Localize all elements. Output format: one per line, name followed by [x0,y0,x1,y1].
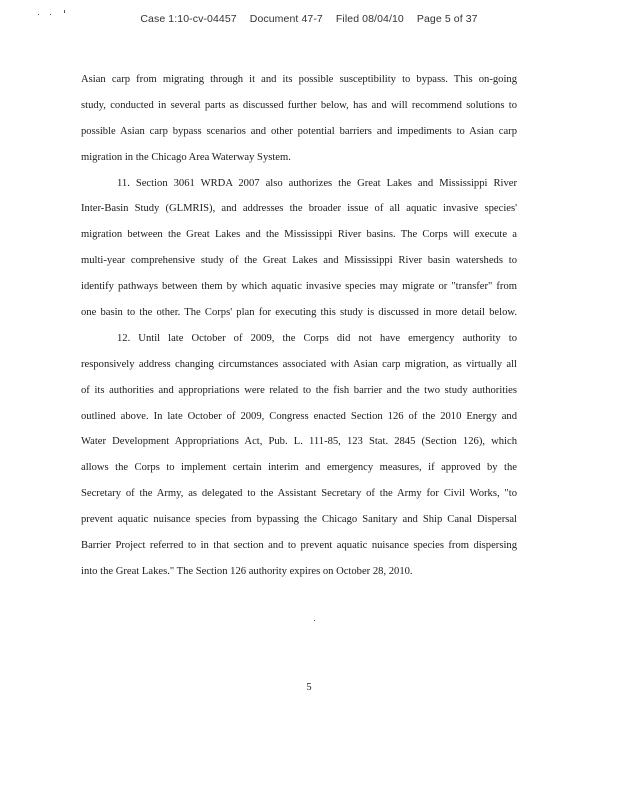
text-line: identify pathways between them by which aquatic invasive species may migrate or "transfer" from [81,281,517,293]
text-line: Barrier Project referred to in that section and to prevent aquatic nuisance species from dispersing [81,540,517,552]
text-line: responsively address changing circumstances associated with Asian carp migration, as virtually all [81,358,517,370]
text-line: study, conducted in several parts as discussed further below, has and will recommend solutions to [81,99,517,111]
text-line: Inter-Basin Study (GLMRIS), and addresses the broader issue of all aquatic invasive species' [81,203,517,215]
text-line: 11. Section 3061 WRDA 2007 also authorizes the Great Lakes and Mississippi River [117,177,517,189]
text-line: outlined above. In late October of 2009, Congress enacted Section 126 of the 2010 Energy and [81,410,517,422]
header-page-count: Page 5 of 37 [416,13,478,25]
text-line: Secretary of the Army, as delegated to the Assistant Secretary of the Army for Civil Works, "to [81,488,517,500]
header-case-number: Case 1:10-cv-04457 [140,13,237,25]
header-filed-date: Filed 08/04/10 [335,13,404,25]
text-line: migration in the Chicago Area Waterway System. [81,151,291,163]
text-line: multi-year comprehensive study of the Great Lakes and Mississippi River basin watersheds to [81,255,517,267]
text-line: Asian carp from migrating through it and its possible susceptibility to bypass. This on-going [81,74,517,85]
paragraph-12 [81,326,517,585]
scan-speck [64,10,65,13]
text-line: one basin to the other. The Corps' plan for executing this study is discussed in more detail below. [81,307,517,319]
scan-speck [314,620,315,621]
scan-speck [50,14,51,15]
scan-speck [38,14,39,15]
text-line: into the Great Lakes." The Section 126 authority expires on October 28, 2010. [81,565,413,577]
text-line: possible Asian carp bypass scenarios and other potential barriers and impediments to Asian carp [81,125,517,137]
case-header [0,13,618,25]
paragraph-11 [81,171,517,326]
text-line: prevent aquatic nuisance species from bypassing the Chicago Sanitary and Ship Canal Dispersal [81,514,517,526]
text-line: of its authorities and appropriations were related to the fish barrier and the two study authorities [81,384,517,396]
header-document-number: Document 47-7 [249,13,323,25]
text-line: migration between the Great Lakes and the Mississippi River basins. The Corps will execute a [81,229,517,241]
document-body [81,67,517,585]
text-line: Water Development Appropriations Act, Pub. L. 111-85, 123 Stat. 2845 (Section 126), which [81,436,517,448]
text-line: 12. Until late October of 2009, the Corps did not have emergency authority to [117,332,517,344]
text-line: allows the Corps to implement certain interim and emergency measures, if approved by the [81,462,517,474]
page-number: 5 [306,682,312,693]
paragraph-continuation [81,67,517,171]
